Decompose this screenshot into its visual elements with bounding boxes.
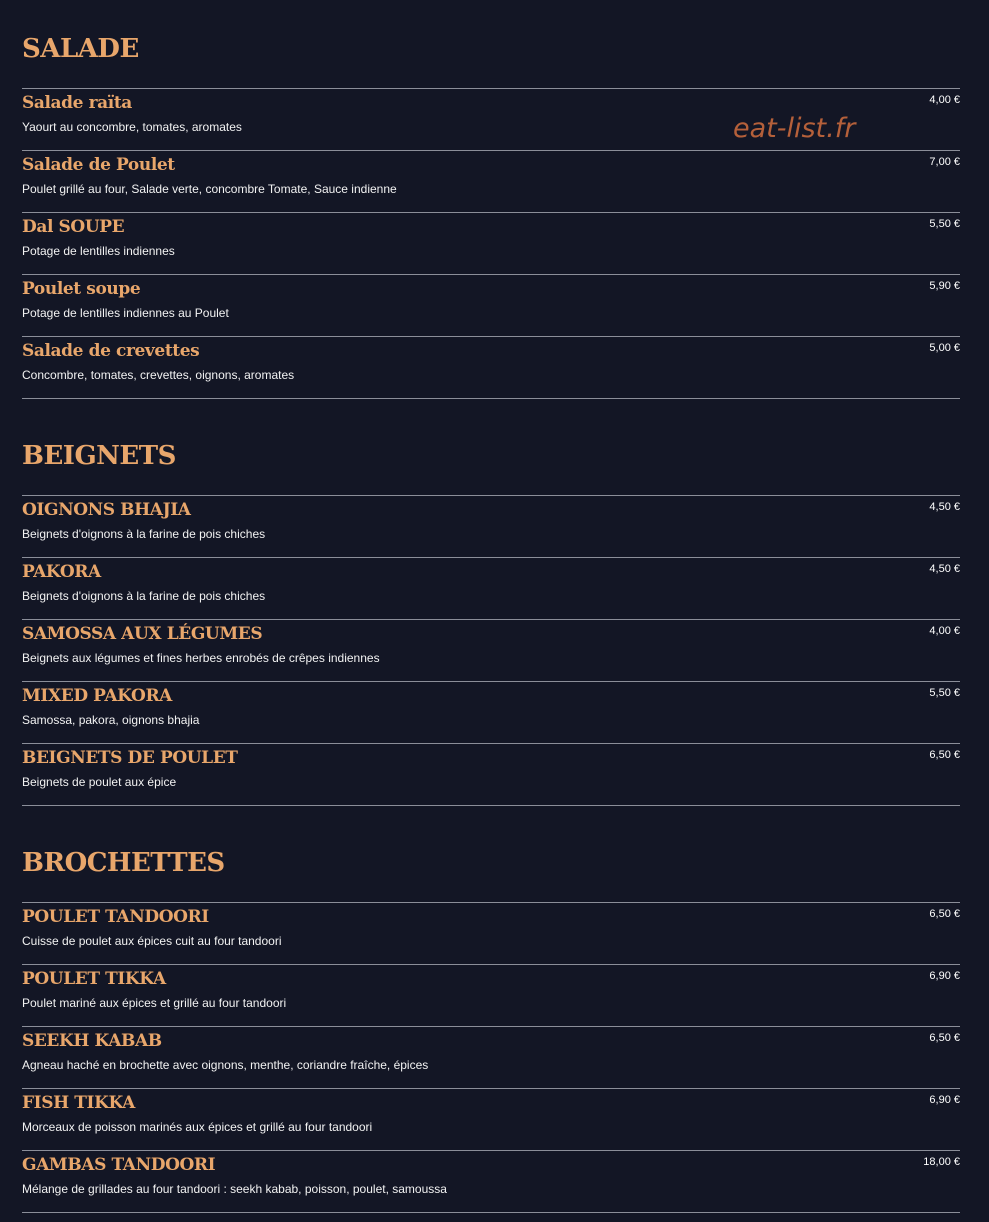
item-description: Yaourt au concombre, tomates, aromates (22, 120, 242, 134)
menu-item[interactable] (22, 744, 960, 806)
item-name: Poulet soupe (22, 279, 141, 299)
item-price: 4,00 € (929, 94, 960, 106)
section-title: BROCHETTES (22, 848, 225, 878)
menu-item[interactable] (22, 965, 960, 1027)
menu-item[interactable] (22, 275, 960, 337)
item-name: SEEKH KABAB (22, 1031, 162, 1051)
menu-item[interactable] (22, 558, 960, 620)
section-title: SALADE (22, 34, 139, 64)
section-title: BEIGNETS (22, 441, 176, 471)
item-price: 4,00 € (929, 625, 960, 637)
item-name: PAKORA (22, 562, 101, 582)
section-salade (22, 34, 960, 399)
menu-item[interactable] (22, 337, 960, 399)
item-description: Beignets d'oignons à la farine de pois chiches (22, 527, 266, 541)
item-description: Mélange de grillades au four tandoori : seekh kabab, poisson, poulet, samoussa (22, 1182, 447, 1196)
section-brochettes (22, 848, 960, 1213)
item-name: Salade de Poulet (22, 155, 175, 175)
menu (22, 0, 960, 1213)
item-description: Samossa, pakora, oignons bhajia (22, 713, 200, 727)
menu-item[interactable] (22, 620, 960, 682)
menu-item[interactable] (22, 213, 960, 275)
item-description: Beignets d'oignons à la farine de pois chiches (22, 589, 266, 603)
item-price: 5,50 € (929, 218, 960, 230)
item-description: Beignets de poulet aux épice (22, 775, 177, 789)
item-description: Potage de lentilles indiennes (22, 244, 175, 258)
item-description: Concombre, tomates, crevettes, oignons, aromates (22, 368, 295, 382)
item-price: 5,90 € (929, 280, 960, 292)
item-price: 6,90 € (929, 1094, 960, 1106)
item-name: MIXED PAKORA (22, 686, 172, 706)
item-price: 6,50 € (929, 1032, 960, 1044)
item-price: 4,50 € (929, 501, 960, 513)
item-price: 5,50 € (929, 687, 960, 699)
item-description: Agneau haché en brochette avec oignons, menthe, coriandre fraîche, épices (22, 1058, 429, 1072)
menu-item[interactable] (22, 1151, 960, 1213)
item-price: 18,00 € (923, 1156, 960, 1168)
item-name: POULET TIKKA (22, 969, 166, 989)
item-description: Beignets aux légumes et fines herbes enrobés de crêpes indiennes (22, 651, 380, 665)
item-price: 7,00 € (929, 156, 960, 168)
menu-item[interactable] (22, 903, 960, 965)
item-name: SAMOSSA AUX LÉGUMES (22, 624, 263, 644)
item-description: Cuisse de poulet aux épices cuit au four tandoori (22, 934, 282, 948)
menu-item[interactable] (22, 1089, 960, 1151)
section-beignets (22, 441, 960, 806)
item-name: BEIGNETS DE POULET (22, 748, 238, 768)
item-name: Salade de crevettes (22, 341, 200, 361)
item-name: Salade raïta (22, 93, 132, 113)
item-name: GAMBAS TANDOORI (22, 1155, 216, 1175)
item-price: 6,90 € (929, 970, 960, 982)
item-description: Poulet mariné aux épices et grillé au four tandoori (22, 996, 287, 1010)
item-price: 6,50 € (929, 908, 960, 920)
menu-item[interactable] (22, 682, 960, 744)
item-price: 6,50 € (929, 749, 960, 761)
item-name: POULET TANDOORI (22, 907, 209, 927)
menu-item[interactable] (22, 151, 960, 213)
item-description: Morceaux de poisson marinés aux épices et grillé au four tandoori (22, 1120, 373, 1134)
item-description: Poulet grillé au four, Salade verte, concombre Tomate, Sauce indienne (22, 182, 397, 196)
item-name: Dal SOUPE (22, 217, 125, 237)
item-price: 5,00 € (929, 342, 960, 354)
item-list (22, 495, 960, 806)
item-list (22, 902, 960, 1213)
item-price: 4,50 € (929, 563, 960, 575)
item-name: OIGNONS BHAJIA (22, 500, 191, 520)
item-name: FISH TIKKA (22, 1093, 135, 1113)
menu-item[interactable] (22, 1027, 960, 1089)
item-description: Potage de lentilles indiennes au Poulet (22, 306, 229, 320)
watermark-text: eat-list.fr (733, 113, 856, 144)
menu-item[interactable] (22, 496, 960, 558)
